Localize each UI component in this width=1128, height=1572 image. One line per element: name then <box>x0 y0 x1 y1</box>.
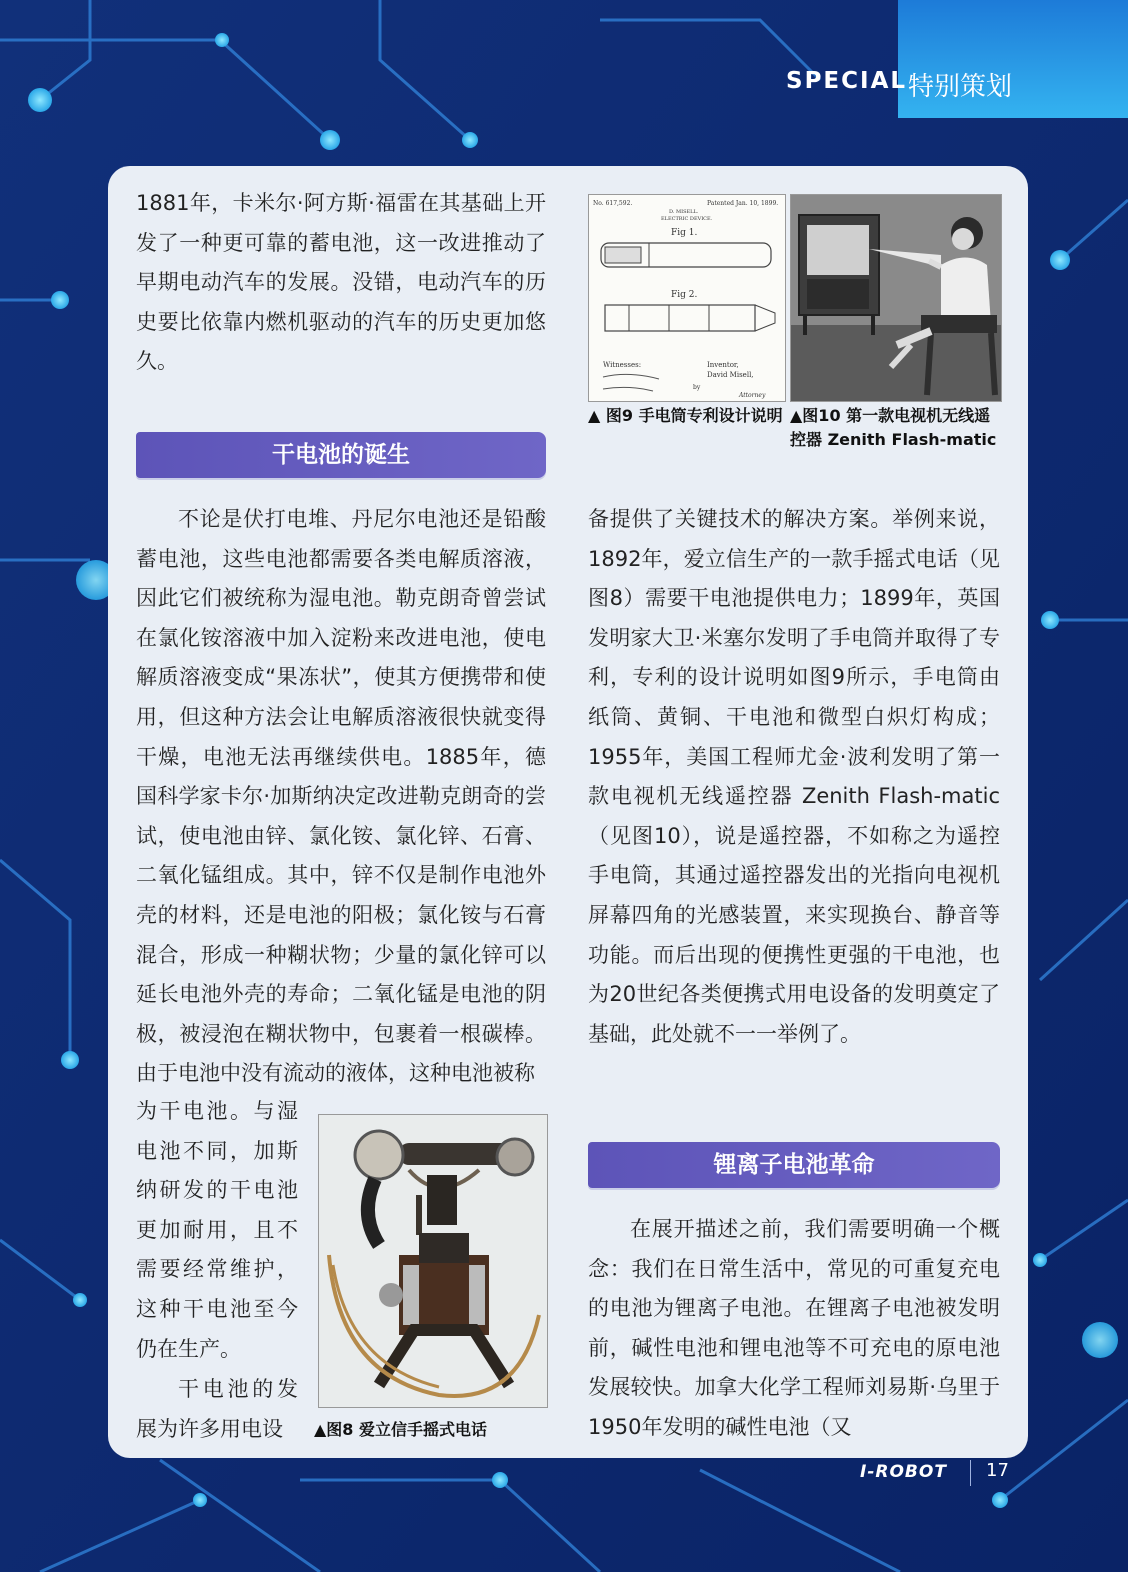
figure-remote-control <box>790 194 1002 402</box>
section-label-en: SPECIAL <box>786 68 908 94</box>
figure-telephone <box>318 1114 548 1408</box>
remote-control-illustration <box>791 195 1001 401</box>
page-number: 17 <box>986 1460 1009 1481</box>
heading-dry-battery: 干电池的诞生 <box>136 432 546 478</box>
patent-attorney: Attorney <box>739 392 766 399</box>
patent-fig1-label: Fig 1. <box>671 228 698 238</box>
patent-fig2-label: Fig 2. <box>671 290 698 300</box>
patent-by: by <box>693 384 701 391</box>
caption-figure-9: ▲ 图9 手电筒专利设计说明 <box>588 406 783 425</box>
brand-logo: I-ROBOT <box>860 1462 947 1482</box>
patent-illustration <box>589 195 785 401</box>
caption-figure-8: ▲图8 爱立信手摇式电话 <box>314 1420 488 1439</box>
body-paragraph-1: 不论是伏打电堆、丹尼尔电池还是铅酸蓄电池，这些电池都需要各类电解质溶液，因此它们被统称为湿电池。勒克朗奇曾尝试在氯化铵溶液中加入淀粉来改进电池，使电解质溶液变成“果冻状”，使其方便携带和使用，但这种方法会让电解质溶液很快就变得干燥，电池无法再继续供电。1885年，德国科学家卡尔·加斯纳决定改进勒克朗奇的尝试，使电池由锌、氯化铵、氯化锌、石膏、二氧化锰组成。其中，锌不仅是制作电池外壳的材料，还是电池的阳极；氯化铵与石膏混合，形成一种糊状物；少量的氯化锌可以延长电池外壳的寿命；二氧化锰是电池的阴极，被浸泡在糊状物中，包裹着一根碳棒。由于电池中没有流动的液体，这种电池被称 <box>136 507 546 1086</box>
patent-title: ELECTRIC DEVICE. <box>661 216 713 222</box>
body-paragraph-1-narrow-2: 干电池的发展为许多用电设 <box>136 1377 298 1441</box>
patent-inventor: Inventor, <box>707 361 739 369</box>
patent-number: No. 617,592. <box>593 200 633 207</box>
body-paragraph-1-narrow: 为干电池。与湿电池不同，加斯纳研发的干电池更加耐用，且不需要经常维护，这种干电池至今仍在生产。 <box>136 1099 298 1361</box>
figure-patent <box>588 194 786 402</box>
patent-witnesses: Witnesses: <box>603 361 642 369</box>
section-label-cn: 特别策划 <box>908 72 1013 102</box>
body-paragraph-2: 备提供了关键技术的解决方案。举例来说，1892年，爱立信生产的一款手摇式电话（见图8）需要干电池提供电力；1899年，英国发明家大卫·米塞尔发明了手电筒并取得了专利，专利的设计说明如图9所示，手电筒由纸筒、黄铜、干电池和微型白炽灯构成；1955年，美国工程师尤金·波利发明了第一款电视机无线遥控器 Zenith Flash-matic（见图10），说是遥控器，不如称之为遥控手电筒，其通过遥控器发出的光指向电视机屏幕四角的光感装置，来实现换台、静音等功能。而后出现的便携性更强的干电池，也为20世纪各类便携式用电设备的发明奠定了基础，此处就不一一举例了。 <box>588 507 1000 1046</box>
footer-divider <box>970 1460 971 1486</box>
intro-paragraph: 1881年，卡米尔·阿方斯·福雷在其基础上开发了一种更可靠的蓄电池，这一改进推动了早期电动汽车的发展。没错，电动汽车的历史要比依靠内燃机驱动的汽车的历史更加悠久。 <box>136 191 546 374</box>
patent-name: D. MISELL. <box>669 209 699 215</box>
telephone-illustration <box>319 1115 547 1407</box>
caption-figure-10: ▲图10 第一款电视机无线遥控器 Zenith Flash-matic <box>790 406 997 449</box>
patent-inventor-name: David Misell, <box>707 371 754 379</box>
patent-date: Patented Jan. 10, 1899. <box>707 200 779 207</box>
heading-lithium-battery: 锂离子电池革命 <box>588 1142 1000 1188</box>
body-paragraph-3: 在展开描述之前，我们需要明确一个概念：我们在日常生活中，常见的可重复充电的电池为锂离子电池。在锂离子电池被发明前，碱性电池和锂电池等不可充电的原电池发展较快。加拿大化学工程师刘易斯·乌里于1950年发明的碱性电池（又 <box>588 1217 1000 1439</box>
